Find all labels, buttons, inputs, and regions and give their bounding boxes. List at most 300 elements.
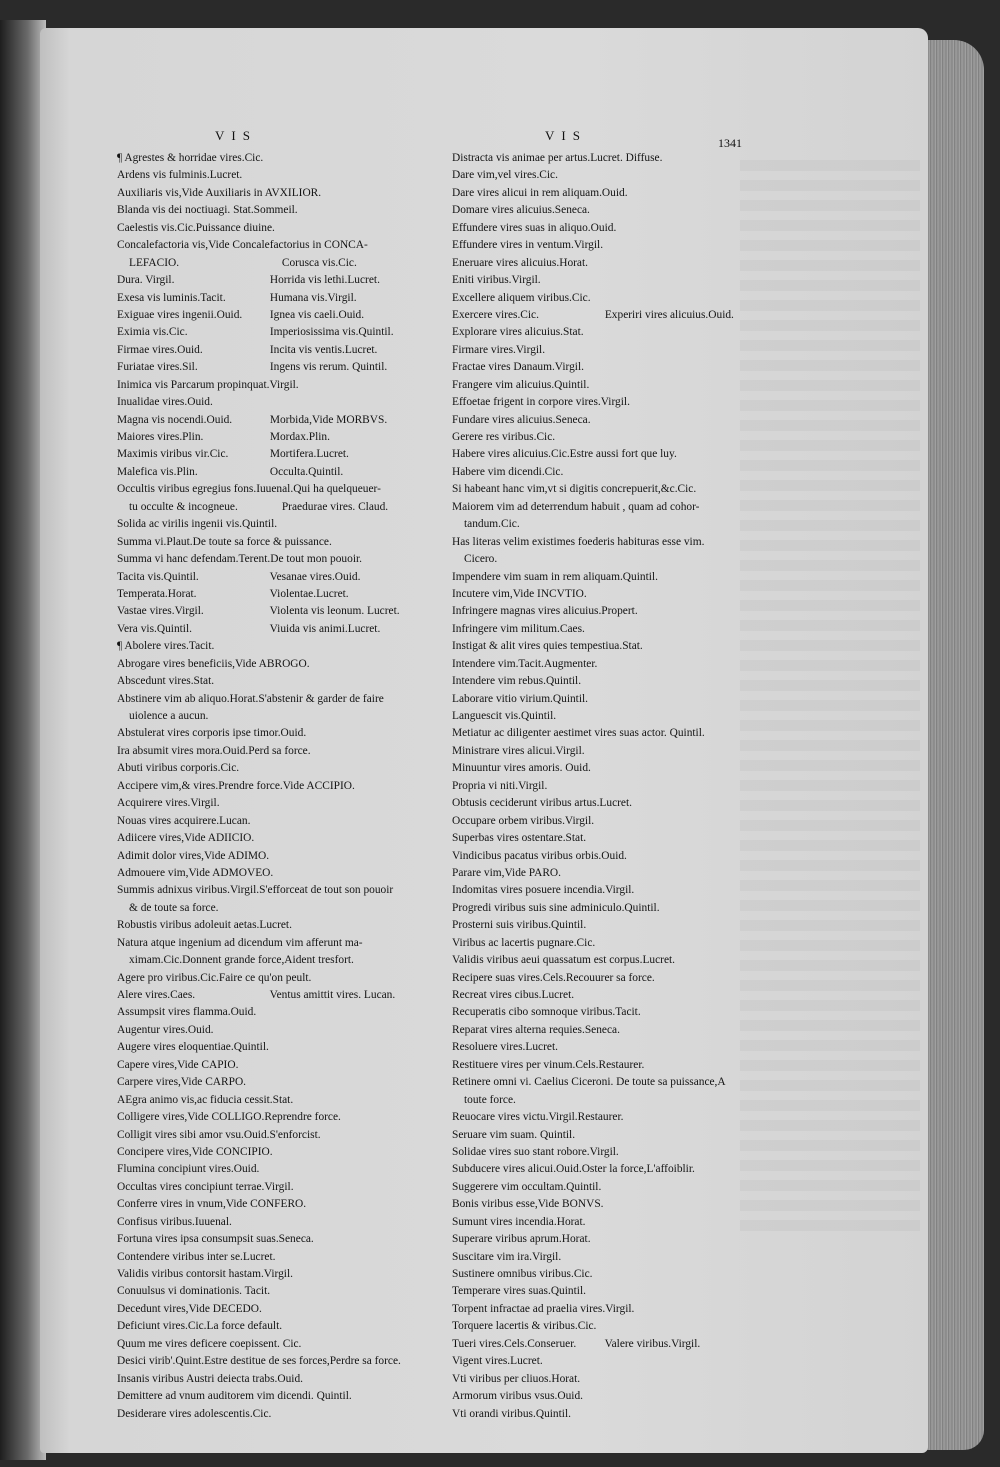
dictionary-entry <box>117 900 442 917</box>
dictionary-entry <box>117 185 442 202</box>
entry-text: Vti viribus per cliuos.Horat. <box>452 1372 581 1385</box>
entry-text: Solida ac virilis ingenii vis.Quintil. <box>117 518 278 531</box>
entry-text: Torpent infractae ad praelia vires.Virgil. <box>452 1302 635 1315</box>
entry-text: Confisus viribus.Iuuenal. <box>117 1215 232 1228</box>
dictionary-entry <box>117 342 442 359</box>
entry-text: Si habeant hanc vim,vt si digitis concrepuerit,&c.Cic. <box>452 483 697 496</box>
entry-text: Retinere omni vi. Caelius Ciceroni. De toute sa puissance,A <box>452 1076 726 1089</box>
entry-text: Metiatur ac diligenter aestimet vires suas actor. Quintil. <box>452 727 705 740</box>
entry-text: Sumunt vires incendia.Horat. <box>452 1215 586 1228</box>
dictionary-entry <box>452 1039 752 1056</box>
dictionary-entry <box>452 1196 752 1213</box>
entry-text: Demittere ad vnum auditorem vim dicendi. Quintil. <box>117 1390 352 1403</box>
entry-text: Temperare vires suas.Quintil. <box>452 1285 586 1298</box>
entry-text: Maximis viribus vir.Cic. <box>117 448 229 461</box>
entry-text: Frangere vim alicuius.Quintil. <box>452 378 590 391</box>
entry-text: Instigat & alit vires quies tempestiua.Stat. <box>452 640 643 653</box>
dictionary-entry <box>117 551 442 568</box>
dictionary-entry <box>117 534 442 551</box>
entry-text: Infringere vim militum.Caes. <box>452 622 585 635</box>
entry-text: Inualidae vires.Ouid. <box>117 396 213 409</box>
entry-text: Parare vim,Vide PARO. <box>452 866 561 879</box>
entry-text: Validis viribus aeui quassatum est corpus.Lucret. <box>452 954 676 967</box>
entry-text: Effundere vires suas in aliquo.Ouid. <box>452 221 617 234</box>
entry-text: Resoluere vires.Lucret. <box>452 1041 558 1054</box>
entry-text: Augentur vires.Ouid. <box>117 1023 214 1036</box>
entry-text: Summa vi hanc defendam.Terent.De tout mon pouoir. <box>117 553 362 566</box>
entry-text: Abscedunt vires.Stat. <box>117 675 215 688</box>
entry-text: Effoetae frigent in corpore vires.Virgil. <box>452 396 630 409</box>
entry-text: Dare vim,vel vires.Cic. <box>452 169 558 182</box>
dictionary-entry <box>117 237 442 254</box>
entry-text: Malefica vis.Plin. <box>117 465 198 478</box>
dictionary-entry <box>117 778 442 795</box>
entry-text-second: Praedurae vires. Claud. <box>279 500 389 513</box>
entry-text-second: Ingens vis rerum. Quintil. <box>267 361 388 374</box>
dictionary-entry <box>452 1353 752 1370</box>
dictionary-entry <box>452 1127 752 1144</box>
entry-text: Desici virib'.Quint.Estre destitue de ses forces,Perdre sa force. <box>117 1355 401 1368</box>
entry-text: Abstinere vim ab aliquo.Horat.S'abstenir & garder de faire <box>117 692 384 705</box>
entry-text: Vastae vires.Virgil. <box>117 605 204 618</box>
entry-text: Habere vim dicendi.Cic. <box>452 465 564 478</box>
entry-text: Dare vires alicui in rem aliquam.Ouid. <box>452 186 628 199</box>
dictionary-entry <box>117 516 442 533</box>
dictionary-entry <box>117 1196 442 1213</box>
entry-text: Reuocare vires victu.Virgil.Restaurer. <box>452 1111 624 1124</box>
entry-text: Recreat vires cibus.Lucret. <box>452 989 575 1001</box>
entry-text: Summis adnixus viribus.Virgil.S'efforceat de tout son pouoir <box>117 884 394 897</box>
dictionary-entry <box>117 446 442 463</box>
page-number: 1341 <box>718 136 742 150</box>
entry-text: Eniti viribus.Virgil. <box>452 274 541 287</box>
dictionary-entry <box>452 795 752 812</box>
dictionary-entry <box>452 1092 752 1109</box>
entry-text: Occupare orbem viribus.Virgil. <box>452 814 595 827</box>
entry-text: Alere vires.Caes. <box>117 989 196 1001</box>
entry-text: Impendere vim suam in rem aliquam.Quintil. <box>452 570 658 583</box>
entry-text: Nouas vires acquirere.Lucan. <box>117 814 251 827</box>
entry-text-second: Incita vis ventis.Lucret. <box>267 343 378 356</box>
entry-text: Acquirere vires.Virgil. <box>117 797 220 810</box>
dictionary-entry <box>117 725 442 742</box>
dictionary-entry <box>452 900 752 917</box>
dictionary-entry <box>452 307 752 324</box>
entry-text: Bonis viribus esse,Vide BONVS. <box>452 1198 604 1211</box>
dictionary-entry <box>117 1004 442 1021</box>
dictionary-entry <box>117 1336 442 1353</box>
entry-text: Excellere aliquem viribus.Cic. <box>452 291 591 304</box>
dictionary-entry <box>117 429 442 446</box>
dictionary-entry <box>117 952 442 969</box>
entry-text: Restituere vires per vinum.Cels.Restaurer. <box>452 1058 645 1071</box>
dictionary-entry <box>117 586 442 603</box>
dictionary-entry <box>452 464 752 481</box>
dictionary-entry <box>117 481 442 498</box>
entry-text: Validis viribus contorsit hastam.Virgil. <box>117 1268 293 1280</box>
entry-text-second: Viuida vis animi.Lucret. <box>267 622 381 635</box>
dictionary-entry <box>452 1336 752 1353</box>
dictionary-entry <box>452 917 752 934</box>
dictionary-entry <box>452 935 752 952</box>
dictionary-entry <box>117 307 442 324</box>
entry-text: Vindicibus pacatus viribus orbis.Ouid. <box>452 849 627 862</box>
dictionary-entry <box>452 569 752 586</box>
entry-text: Recipere suas vires.Cels.Recouurer sa force. <box>452 971 655 984</box>
left-column <box>117 150 442 1423</box>
entry-text: Indomitas vires posuere incendia.Virgil. <box>452 884 635 897</box>
dictionary-entry <box>117 1022 442 1039</box>
dictionary-entry <box>452 1109 752 1126</box>
dictionary-entry <box>452 1057 752 1074</box>
entry-text: Armorum viribus vsus.Ouid. <box>452 1390 583 1403</box>
entry-text: Domare vires alicuius.Seneca. <box>452 204 590 217</box>
dictionary-entry <box>452 586 752 603</box>
dictionary-entry <box>117 1057 442 1074</box>
entry-text: Tueri vires.Cels.Conseruer. <box>452 1337 577 1350</box>
entry-text: Tacita vis.Quintil. <box>117 570 199 583</box>
entry-text-second: Valere viribus.Virgil. <box>602 1337 701 1350</box>
entry-text: Adiicere vires,Vide ADIICIO. <box>117 832 255 845</box>
dictionary-entry <box>117 708 442 725</box>
dictionary-entry <box>117 394 442 411</box>
entry-text: Distracta vis animae per artus.Lucret. Diffuse. <box>452 152 663 164</box>
entry-text: Viribus ac lacertis pugnare.Cic. <box>452 936 596 949</box>
entry-text-second: Corusca vis.Cic. <box>279 256 357 269</box>
dictionary-entry <box>117 1074 442 1091</box>
dictionary-entry <box>452 987 752 1004</box>
dictionary-entry <box>452 725 752 742</box>
entry-text: Sustinere omnibus viribus.Cic. <box>452 1268 593 1280</box>
dictionary-entry <box>117 359 442 376</box>
dictionary-entry <box>452 813 752 830</box>
entry-text-second: Morbida,Vide MORBVS. <box>267 413 388 426</box>
dictionary-entry <box>117 569 442 586</box>
dictionary-entry <box>452 691 752 708</box>
entry-text: Prosterni suis viribus.Quintil. <box>452 919 587 932</box>
dictionary-entry <box>452 1371 752 1388</box>
entry-text: Exercere vires.Cic. <box>452 308 539 321</box>
entry-text: Deficiunt vires.Cic.La force default. <box>117 1320 283 1333</box>
entry-text: Ministrare vires alicui.Virgil. <box>452 744 585 757</box>
entry-text: Caelestis vis.Cic.Puissance diuine. <box>117 221 275 234</box>
entry-text: Eneruare vires alicuius.Horat. <box>452 256 588 269</box>
dictionary-entry <box>452 760 752 777</box>
dictionary-entry <box>452 1301 752 1318</box>
dictionary-entry <box>117 1092 442 1109</box>
dictionary-entry <box>452 359 752 376</box>
entry-text: Laborare vitio virium.Quintil. <box>452 692 589 705</box>
dictionary-entry <box>117 272 442 289</box>
dictionary-entry <box>117 1039 442 1056</box>
entry-text: tu occulte & incogneue. <box>129 500 238 513</box>
entry-text: Colligit vires sibi amor vsu.Ouid.S'enforcist. <box>117 1128 321 1141</box>
entry-text: Ira absumit vires mora.Ouid.Perd sa force. <box>117 744 311 757</box>
entry-text: Flumina concipiunt vires.Ouid. <box>117 1163 260 1176</box>
entry-text: Explorare vires alicuius.Stat. <box>452 326 584 339</box>
dictionary-entry <box>452 499 752 516</box>
entry-text: Occultas vires concipiunt terrae.Virgil. <box>117 1180 294 1193</box>
entry-text: Superbas vires ostentare.Stat. <box>452 832 587 845</box>
entry-text: Magna vis nocendi.Ouid. <box>117 413 233 426</box>
entry-text: Concalefactoria vis,Vide Concalefactorius in CONCA- <box>117 239 368 252</box>
entry-text-second: Violenta vis leonum. Lucret. <box>267 605 400 618</box>
entry-text: Abstulerat vires corporis ipse timor.Ouid. <box>117 727 307 740</box>
dictionary-entry <box>452 220 752 237</box>
dictionary-entry <box>117 621 442 638</box>
dictionary-entry <box>117 1301 442 1318</box>
dictionary-entry <box>117 464 442 481</box>
entry-text: Abrogare vires beneficiis,Vide ABROGO. <box>117 657 310 670</box>
dictionary-entry <box>452 429 752 446</box>
entry-text: Suggerere vim occultam.Quintil. <box>452 1180 602 1193</box>
dictionary-entry <box>117 167 442 184</box>
entry-text: Agere pro viribus.Cic.Faire ce qu'on peult. <box>117 971 312 984</box>
entry-text: Auxiliaris vis,Vide Auxiliaris in AVXILIOR. <box>117 186 322 199</box>
show-through-text <box>740 160 920 1240</box>
entry-text: ximam.Cic.Donnent grande force,Aident tresfort. <box>129 954 354 967</box>
entry-text: Summa vi.Plaut.De toute sa force & puissance. <box>117 535 332 548</box>
dictionary-entry <box>452 1249 752 1266</box>
dictionary-entry <box>117 743 442 760</box>
entry-text: Subducere vires alicui.Ouid.Oster la force,L'affoiblir. <box>452 1163 695 1176</box>
entry-text-second: Imperiosissima vis.Quintil. <box>267 326 394 339</box>
entry-text: Minuuntur vires amoris. Ouid. <box>452 762 591 775</box>
entry-text-second: Vesanae vires.Ouid. <box>267 570 361 583</box>
dictionary-entry <box>117 603 442 620</box>
entry-text: Gerere res viribus.Cic. <box>452 431 556 443</box>
entry-text: AEgra animo vis,ac fiducia cessit.Stat. <box>117 1093 294 1106</box>
dictionary-entry <box>117 1249 442 1266</box>
dictionary-entry <box>452 551 752 568</box>
entry-text: Eximia vis.Cic. <box>117 326 188 339</box>
dictionary-entry <box>452 1388 752 1405</box>
dictionary-entry <box>117 795 442 812</box>
entry-text-second: Humana vis.Virgil. <box>267 291 357 304</box>
entry-text: Abuti viribus corporis.Cic. <box>117 762 240 775</box>
dictionary-entry <box>452 1283 752 1300</box>
entry-text: Concipere vires,Vide CONCIPIO. <box>117 1145 273 1158</box>
dictionary-entry <box>117 882 442 899</box>
dictionary-entry <box>452 446 752 463</box>
entry-text: Contendere viribus inter se.Lucret. <box>117 1250 276 1263</box>
dictionary-entry <box>117 1318 442 1335</box>
entry-text: uiolence a aucun. <box>129 710 209 722</box>
entry-text: toute force. <box>464 1093 516 1106</box>
dictionary-entry <box>117 1388 442 1405</box>
entry-text: Intendere vim.Tacit.Augmenter. <box>452 657 598 670</box>
dictionary-entry <box>452 1318 752 1335</box>
entry-text: Occultis viribus egregius fons.Iuuenal.Qui ha quelqueuer- <box>117 483 381 496</box>
dictionary-entry <box>452 882 752 899</box>
entry-text-second: Violentae.Lucret. <box>267 587 349 600</box>
dictionary-entry <box>117 848 442 865</box>
dictionary-entry <box>452 185 752 202</box>
dictionary-entry <box>452 1004 752 1021</box>
entry-text: Dura. Virgil. <box>117 274 175 287</box>
entry-text: Seruare vim suam. Quintil. <box>452 1128 576 1141</box>
dictionary-entry <box>117 255 442 272</box>
dictionary-entry <box>117 673 442 690</box>
dictionary-entry <box>117 412 442 429</box>
dictionary-entry <box>452 952 752 969</box>
entry-text-second: Ventus amittit vires. Lucan. <box>267 989 396 1001</box>
entry-text: Intendere vim rebus.Quintil. <box>452 675 582 688</box>
entry-text: ¶ Abolere vires.Tacit. <box>117 640 215 653</box>
entry-text-second: Occulta.Quintil. <box>267 465 344 478</box>
entry-text: Torquere lacertis & viribus.Cic. <box>452 1320 597 1333</box>
dictionary-entry <box>452 167 752 184</box>
dictionary-entry <box>117 970 442 987</box>
dictionary-entry <box>117 1161 442 1178</box>
entry-text: Maiores vires.Plin. <box>117 431 204 443</box>
entry-text-second: Experiri vires alicuius.Ouid. <box>602 308 734 321</box>
entry-text: Temperata.Horat. <box>117 587 197 600</box>
dictionary-entry <box>117 1353 442 1370</box>
dictionary-entry <box>117 290 442 307</box>
dictionary-entry <box>117 760 442 777</box>
dictionary-entry <box>452 708 752 725</box>
dictionary-entry <box>117 1179 442 1196</box>
dictionary-entry <box>452 272 752 289</box>
entry-text: Firmare vires.Virgil. <box>452 343 546 356</box>
entry-text: ¶ Agrestes & horridae vires.Cic. <box>117 152 264 164</box>
dictionary-entry <box>117 987 442 1004</box>
dictionary-entry <box>452 481 752 498</box>
dictionary-entry <box>452 534 752 551</box>
dictionary-entry <box>452 1231 752 1248</box>
entry-text: Has literas velim existimes foederis habituras esse vim. <box>452 535 705 548</box>
dictionary-entry <box>117 202 442 219</box>
entry-text: Languescit vis.Quintil. <box>452 710 557 722</box>
dictionary-entry <box>117 220 442 237</box>
entry-text: Superare viribus aprum.Horat. <box>452 1233 591 1246</box>
dictionary-entry <box>452 603 752 620</box>
entry-text: Augere vires eloquentiae.Quintil. <box>117 1041 269 1054</box>
dictionary-entry <box>117 150 442 167</box>
dictionary-entry <box>452 778 752 795</box>
dictionary-entry <box>452 516 752 533</box>
dictionary-entry <box>117 377 442 394</box>
dictionary-entry <box>117 1144 442 1161</box>
dictionary-entry <box>452 1266 752 1283</box>
entry-text: Effundere vires in ventum.Virgil. <box>452 239 604 252</box>
entry-text: Solidae vires suo stant robore.Virgil. <box>452 1145 619 1158</box>
dictionary-entry <box>117 691 442 708</box>
dictionary-entry <box>117 917 442 934</box>
entry-text: Carpere vires,Vide CARPO. <box>117 1076 247 1089</box>
entry-text: Incutere vim,Vide INCVTIO. <box>452 587 587 600</box>
entry-text: Natura atque ingenium ad dicendum vim afferunt ma- <box>117 936 363 949</box>
dictionary-entry <box>452 673 752 690</box>
entry-text-second: Horrida vis lethi.Lucret. <box>267 274 380 287</box>
entry-text: Firmae vires.Ouid. <box>117 343 203 356</box>
dictionary-entry <box>452 1144 752 1161</box>
entry-text: Accipere vim,& vires.Prendre force.Vide ACCIPIO. <box>117 779 355 792</box>
dictionary-entry <box>452 621 752 638</box>
dictionary-entry <box>117 499 442 516</box>
dictionary-entry <box>452 202 752 219</box>
dictionary-entry <box>452 1214 752 1231</box>
entry-text: Conferre vires in vnum,Vide CONFERO. <box>117 1198 307 1211</box>
dictionary-entry <box>452 638 752 655</box>
dictionary-entry <box>117 638 442 655</box>
entry-text: Suscitare vim ira.Virgil. <box>452 1250 562 1263</box>
entry-text: Recuperatis cibo somnoque viribus.Tacit. <box>452 1006 641 1019</box>
dictionary-entry <box>117 656 442 673</box>
dictionary-entry <box>117 1371 442 1388</box>
dictionary-entry <box>117 1406 442 1423</box>
entry-text: Cicero. <box>464 553 498 566</box>
dictionary-entry <box>117 1283 442 1300</box>
dictionary-entry <box>117 865 442 882</box>
dictionary-entry <box>452 1179 752 1196</box>
entry-text: Progredi viribus suis sine adminiculo.Quintil. <box>452 901 660 914</box>
dictionary-entry <box>117 1127 442 1144</box>
dictionary-entry <box>452 830 752 847</box>
entry-text: tandum.Cic. <box>464 518 520 531</box>
entry-text: Fundare vires alicuius.Seneca. <box>452 413 591 426</box>
entry-text: Fortuna vires ipsa consumpsit suas.Seneca. <box>117 1233 314 1246</box>
entry-text: Capere vires,Vide CAPIO. <box>117 1058 239 1071</box>
dictionary-entry <box>452 237 752 254</box>
entry-text: Assumpsit vires flamma.Ouid. <box>117 1006 257 1019</box>
dictionary-entry <box>117 1109 442 1126</box>
entry-text: Decedunt vires,Vide DECEDO. <box>117 1302 262 1315</box>
entry-text: Inimica vis Parcarum propinquat.Virgil. <box>117 378 299 391</box>
entry-text: Robustis viribus adoleuit aetas.Lucret. <box>117 919 292 932</box>
dictionary-entry <box>452 1161 752 1178</box>
entry-text: Habere vires alicuius.Cic.Estre aussi fort que luy. <box>452 448 677 461</box>
entry-text-second: Mordax.Plin. <box>267 431 330 443</box>
entry-text: Furiatae vires.Sil. <box>117 361 198 374</box>
dictionary-entry <box>452 394 752 411</box>
entry-text: Adimit dolor vires,Vide ADIMO. <box>117 849 270 862</box>
dictionary-entry <box>117 935 442 952</box>
dictionary-entry <box>452 970 752 987</box>
running-head-left: VIS <box>215 128 257 143</box>
dictionary-entry <box>452 412 752 429</box>
entry-text: Colligere vires,Vide COLLIGO.Reprendre force. <box>117 1111 341 1124</box>
entry-text: Admouere vim,Vide ADMOVEO. <box>117 866 274 879</box>
dictionary-entry <box>452 1022 752 1039</box>
dictionary-entry <box>452 342 752 359</box>
dictionary-entry <box>452 324 752 341</box>
entry-text: Obtusis ceciderunt viribus artus.Lucret. <box>452 797 632 810</box>
dictionary-entry <box>452 377 752 394</box>
entry-text: Blanda vis dei noctiuagi. Stat.Sommeil. <box>117 204 298 217</box>
entry-text-second: Mortifera.Lucret. <box>267 448 349 461</box>
dictionary-entry <box>452 1074 752 1091</box>
dictionary-entry <box>452 255 752 272</box>
right-column <box>452 150 752 1423</box>
entry-text: Propria vi niti.Virgil. <box>452 779 548 792</box>
entry-text: Fractae vires Danaum.Virgil. <box>452 361 584 374</box>
dictionary-entry <box>452 848 752 865</box>
dictionary-entry <box>452 865 752 882</box>
entry-text: LEFACIO. <box>129 256 180 269</box>
dictionary-entry <box>117 1214 442 1231</box>
dictionary-entry <box>117 830 442 847</box>
dictionary-entry <box>117 324 442 341</box>
entry-text: Reparat vires alterna requies.Seneca. <box>452 1023 620 1036</box>
entry-text: Maiorem vim ad deterrendum habuit , quam ad cohor- <box>452 500 700 513</box>
entry-text: Vera vis.Quintil. <box>117 622 192 635</box>
dictionary-entry <box>117 1231 442 1248</box>
entry-text: Exiguae vires ingenii.Ouid. <box>117 308 243 321</box>
dictionary-entry <box>452 1406 752 1423</box>
entry-text: Conuulsus vi dominationis. Tacit. <box>117 1285 271 1298</box>
